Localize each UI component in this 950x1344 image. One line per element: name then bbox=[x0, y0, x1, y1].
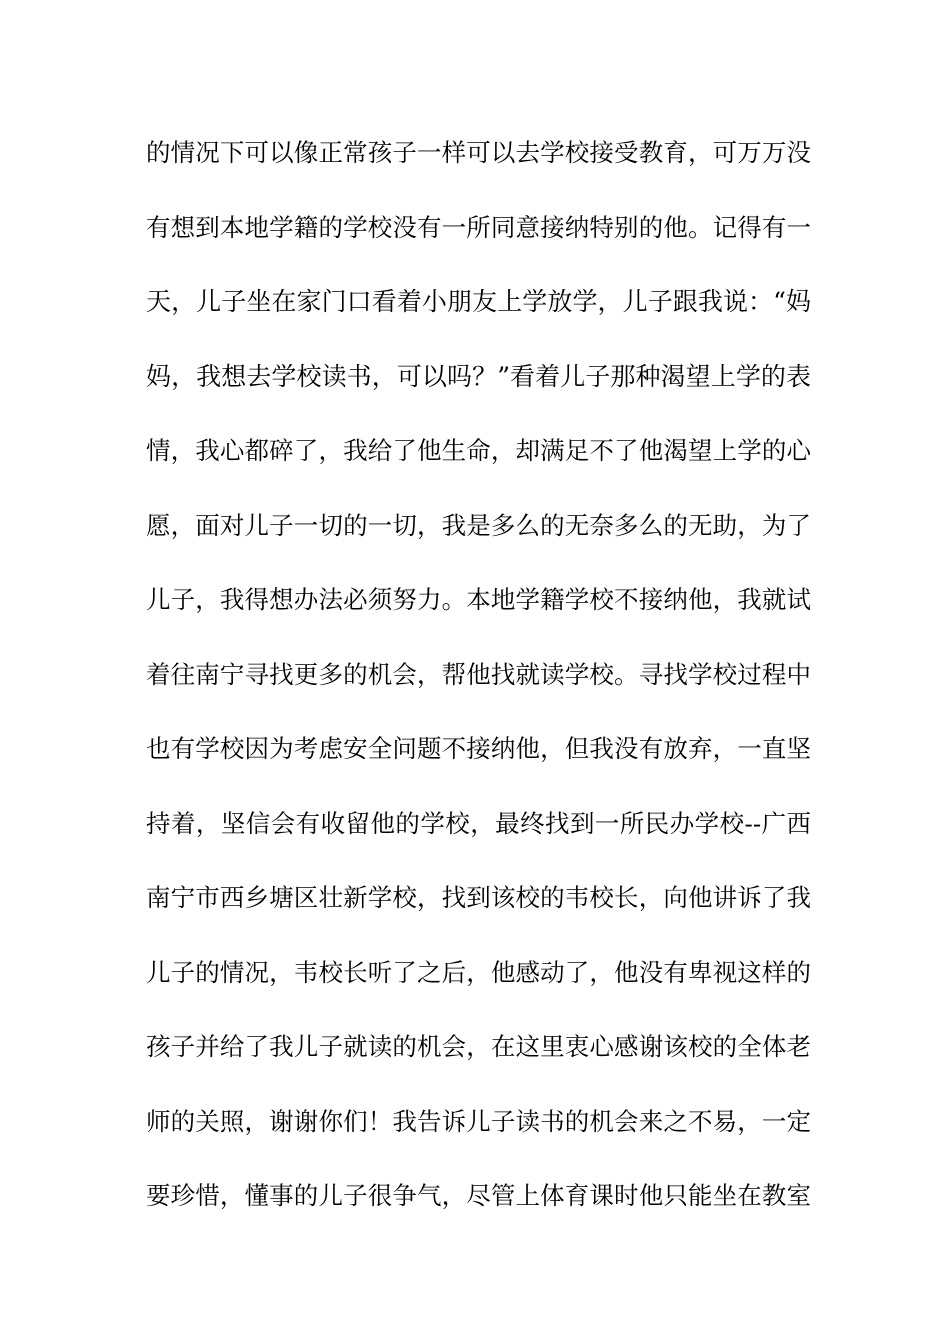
text-line: 师的关照，谢谢你们！我告诉儿子读书的机会来之不易，一定 bbox=[146, 1106, 811, 1136]
text-line: 儿子，我得想办法必须努力。本地学籍学校不接纳他，我就试 bbox=[146, 585, 811, 614]
text-line: 天，儿子坐在家门口看着小朋友上学放学，儿子跟我说：“妈 bbox=[146, 287, 811, 316]
text-line: 要珍惜，懂事的儿子很争气，尽管上体育课时他只能坐在教室 bbox=[146, 1181, 811, 1210]
text-line: 南宁市西乡塘区壮新学校，找到该校的韦校长，向他讲诉了我 bbox=[146, 883, 811, 912]
text-line: 的情况下可以像正常孩子一样可以去学校接受教育，可万万没 bbox=[146, 138, 811, 167]
text-line: 儿子的情况，韦校长听了之后，他感动了，他没有卑视这样的 bbox=[146, 957, 811, 987]
text-line: 着往南宁寻找更多的机会，帮他找就读学校。寻找学校过程中 bbox=[146, 659, 811, 689]
text-line: 愿，面对儿子一切的一切，我是多么的无奈多么的无助，为了 bbox=[146, 510, 811, 540]
text-line: 也有学校因为考虑安全问题不接纳他，但我没有放弃，一直坚 bbox=[146, 734, 811, 763]
body-text bbox=[146, 128, 811, 1246]
text-line: 有想到本地学籍的学校没有一所同意接纳特别的他。记得有一 bbox=[146, 212, 811, 242]
text-line: 持着，坚信会有收留他的学校，最终找到一所民办学校--广西 bbox=[146, 808, 811, 838]
text-line: 情，我心都碎了，我给了他生命，却满足不了他渴望上学的心 bbox=[146, 436, 811, 465]
text-line: 妈，我想去学校读书，可以吗？”看着儿子那种渴望上学的表 bbox=[146, 361, 811, 391]
text-line: 孩子并给了我儿子就读的机会，在这里衷心感谢该校的全体老 bbox=[146, 1032, 811, 1061]
